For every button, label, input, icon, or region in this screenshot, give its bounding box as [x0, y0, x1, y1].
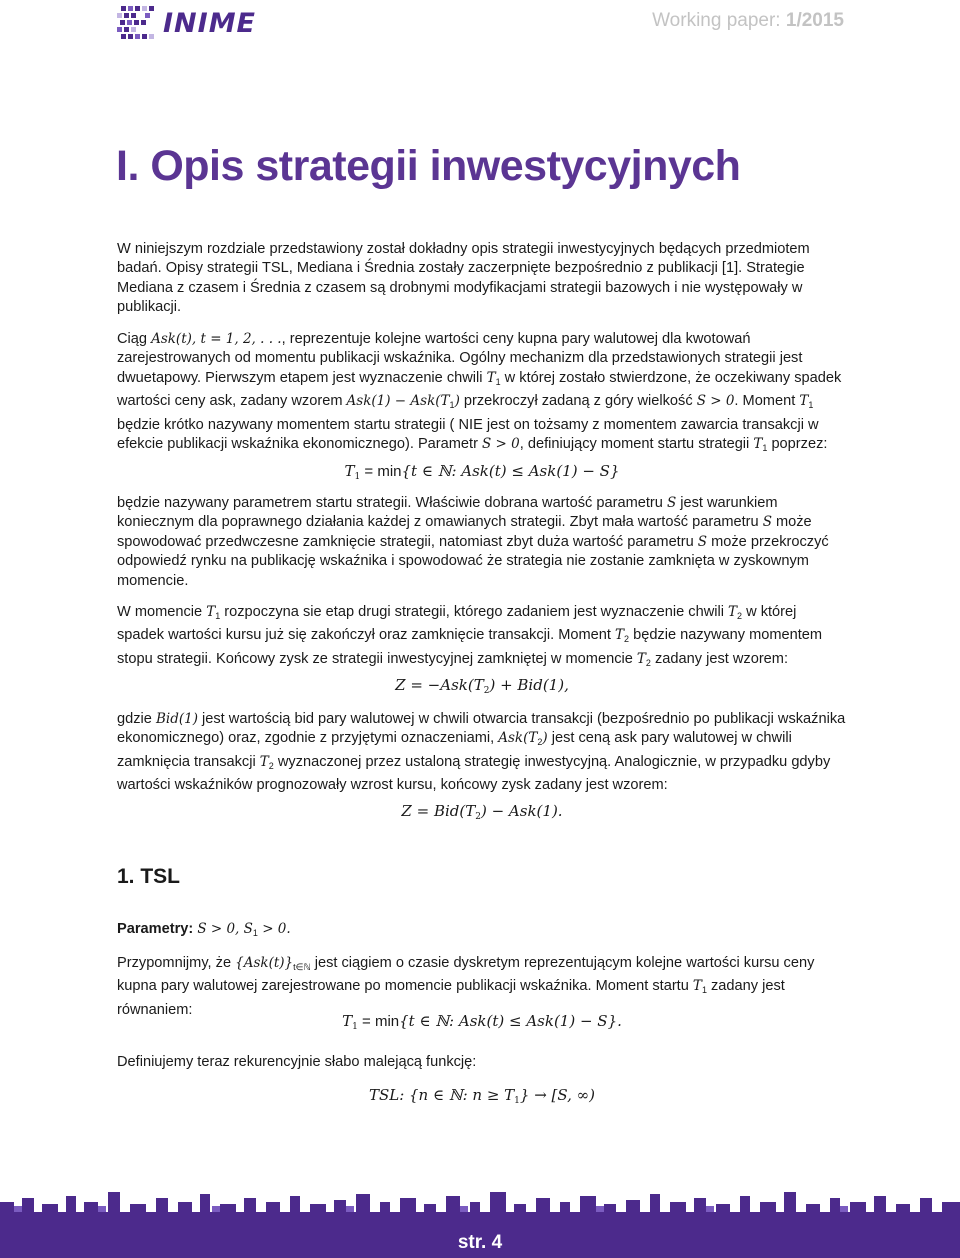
second-stage-paragraph: W momencie $T_1$ rozpoczyna sie etap drugi strategii, którego zadaniem jest wyznaczenie chwili $T_2$ w której spadek wartości kursu już się zakończył oraz zamknięcie transakcji. Moment $T_2$ będzie nazywany momentem stopu strategii. Końcowy zysk ze strategii inwestycyjnej zamkniętej w momencie $T_2$ zadany jest wzorem: [117, 604, 823, 668]
equation-start-time-2: $T_1 = \min\{t$ ∈ ℕ: Ask(t) ≤ Ask(1) − S}. [342, 1012, 622, 1032]
equation-start-time: $T_1 = \min\{t$ ∈ ℕ: Ask(t) ≤ Ask(1) − S} [344, 462, 620, 482]
equation-profit-short: $Z = -Ask(T_2) + Bid(1)$, [395, 676, 569, 696]
section-heading-tsl: 1. TSL [117, 865, 181, 888]
definition-paragraph: Definiujemy teraz rekurencyjnie słabo malejącą funkcję: [117, 1054, 477, 1070]
page-number: str. 4 [457, 1232, 503, 1253]
section-title: I. Opis strategii inwestycyjnych [116, 142, 741, 190]
parameters-line: Parametry: S > 0, $S_1 > 0$. [117, 921, 291, 938]
working-paper-label: Working paper: 1/2015 [652, 10, 844, 31]
parameter-paragraph: będzie nazywany parametrem startu strategii. Właściwie dobrana wartość parametru S jest warunkiem koniecznym dla poprawnego działania każdej z omawianych strategii. Zbyt mała wartość parametru S może spowodować przedwczesne zamknięcie strategii, natomiast zbyt duża wartość parametru S może przekroczyć odpowiedź rynku na publikację wskaźnika i spowodować że strategia nie zostanie zamknięta w zyskownym momencie. [117, 495, 829, 589]
inime-logo [115, 4, 256, 42]
bid-paragraph: gdzie Bid(1) jest wartością bid pary walutowej w chwili otwarcia transakcji (bezpośrednio po publikacji wskaźnika ekonomicznego) oraz, zgodnie z przyjętymi oznaczeniami, $Ask(T_2)$ jest ceną ask pary walutowej w chwili zamknięcia transakcji $T_2$ wyznaczonej przez ustaloną strategię inwestycyjną. Analogicznie, w przypadku gdyby wartości wskaźników prognozowały wzrost kursu, końcowy zysk zadany jest wzorem: [117, 711, 846, 794]
equation-tsl-function: TSL: {n ∈ ℕ: $n \ge T_1\} \to [S$, ∞) [368, 1086, 596, 1106]
working-paper-number: 1/2015 [785, 10, 844, 31]
logo-text: INIME [163, 7, 257, 39]
inime-logo-icon [115, 4, 157, 42]
equation-profit-long: $Z = Bid(T_2) - Ask(1)$. [401, 802, 563, 822]
intro-paragraph: W niniejszym rozdziale przedstawiony został dokładny opis strategii inwestycyjnych będących przedmiotem badań. Opisy strategii TSL, Mediana i Średnia zostały zaczerpnięte bezpośrednio z publikacji [1]. Strategie Mediana z czasem i Średnia z czasem są drobnymi modyfikacjami strategii bazowych i nie występowały w publikacji. [117, 241, 810, 316]
recall-paragraph: Przypomnijmy, że $\{Ask(t)\}_{t\in ℕ}$ jest ciągiem o czasie dyskretym reprezentującym kolejne wartości kursu ceny kupna pary walutowej zarejestrowane po momencie publikacji wskaźnika. Moment startu $T_1$ zadany jest równaniem: [117, 955, 815, 1018]
mechanism-paragraph: Ciąg Ask(t), t = 1, 2, . . ., reprezentuje kolejne wartości ceny kupna pary walutowej dla kwotowań zarejestrowanych od momentu publikacji wskaźnika. Ogólny mechanizm dla przedstawionych strategii jest dwuetapowy. Pierwszym etapem jest wyznaczenie chwili $T_1$ w której zostało stwierdzone, że oczekiwany spadek wartości ceny ask, zadany wzorem $Ask(1) - Ask(T_1)$ przekroczył zadaną z góry wielkość S > 0. Moment $T_1$ będzie krótko nazywany momentem startu strategii ( NIE jest on tożsamy z momentem zawarcia transakcji w efekcie publikacji wskaźnika ekonomicznego). Parametr S > 0, definiujący moment startu strategii $T_1$ poprzez: [117, 331, 842, 454]
